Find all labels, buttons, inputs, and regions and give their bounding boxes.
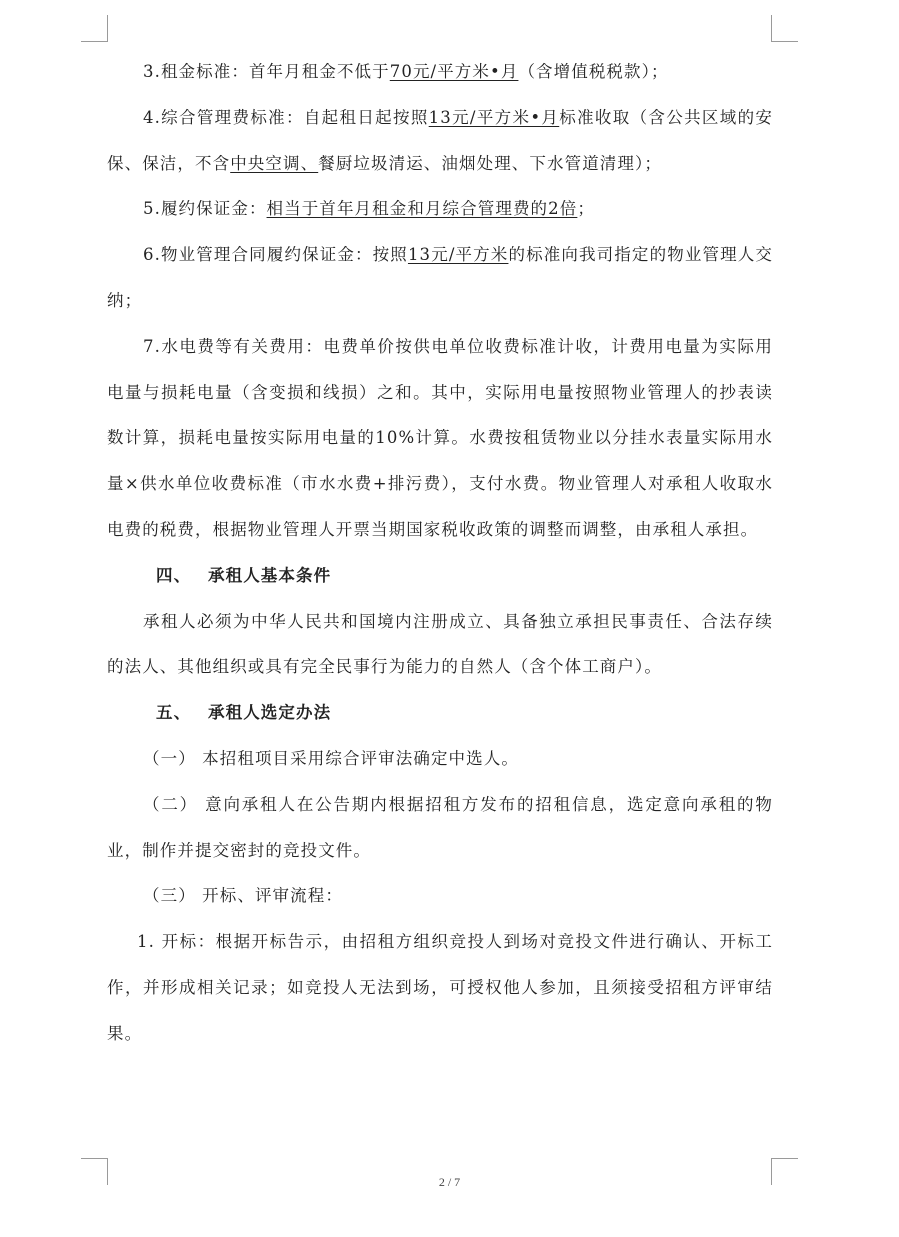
bond-amount: 相当于首年月租金和月综合管理费的2倍	[266, 199, 578, 219]
section-5-item-2: （二） 意向承租人在公告期内根据招租方发布的招租信息，选定意向承租的物业，制作并提交密封的竞投文件。	[107, 794, 773, 860]
section-heading-4: 四、 承租人基本条件	[156, 565, 332, 585]
paragraph-performance-bond: 5.履约保证金：相当于首年月租金和月综合管理费的2倍；	[143, 199, 595, 219]
section-heading-5: 五、 承租人选定办法	[156, 703, 332, 723]
management-fee-amount: 13元/平方米•月	[428, 107, 560, 127]
paragraph-utilities: 7.水电费等有关费用：电费单价按供电单位收费标准计收，计费用电量为实际用电量与损耗电量（含变损和线损）之和。其中，实际用电量按照物业管理人的抄表读数计算，损耗电量按实际用电量的10%计算。水费按租赁物业以分挂水表量实际用水量×供水单位收费标准（市水水费+排污费），支付水费。物业管理人对承租人收取水电费的税费，根据物业管理人开票当期国家税收政策的调整而调整，由承租人承担。	[107, 336, 773, 539]
section-5-item-3: （三） 开标、评审流程：	[143, 886, 343, 906]
rent-amount: 70元/平方米•月	[389, 62, 519, 81]
property-bond-amount: 13元/平方米	[407, 245, 509, 265]
page-corner-mark-top-right	[771, 15, 798, 42]
section-5-step-1: 1. 开标：根据开标告示，由招租方组织竞投人到场对竞投文件进行确认、开标工作，并形成相关记录；如竞投人无法到场，可授权他人参加，且须接受招租方评审结果。	[107, 932, 773, 1043]
document-body	[107, 49, 773, 1057]
page-number: 2 / 7	[438, 1175, 461, 1189]
paragraph-property-bond: 6.物业管理合同履约保证金：按照13元/平方米的标准向我司指定的物业管理人交纳；	[107, 245, 774, 310]
paragraph-rent-standard: 3.租金标准：首年月租金不低于70元/平方米•月（含增值税税款）；	[143, 62, 669, 81]
section-5-item-1: （一） 本招租项目采用综合评审法确定中选人。	[143, 748, 519, 768]
section-4-body: 承租人必须为中华人民共和国境内注册成立、具备独立承担民事责任、合法存续的法人、其他组织或具有完全民事行为能力的自然人（含个体工商户）。	[107, 611, 773, 677]
paragraph-management-fee: 4.综合管理费标准：自起租日起按照13元/平方米•月标准收取（含公共区域的安保、保洁，不含中央空调、餐厨垃圾清运、油烟处理、下水管道清理）；	[107, 107, 773, 173]
page-corner-mark-top-left	[81, 15, 108, 42]
excluded-item: 中央空调、	[230, 153, 319, 173]
